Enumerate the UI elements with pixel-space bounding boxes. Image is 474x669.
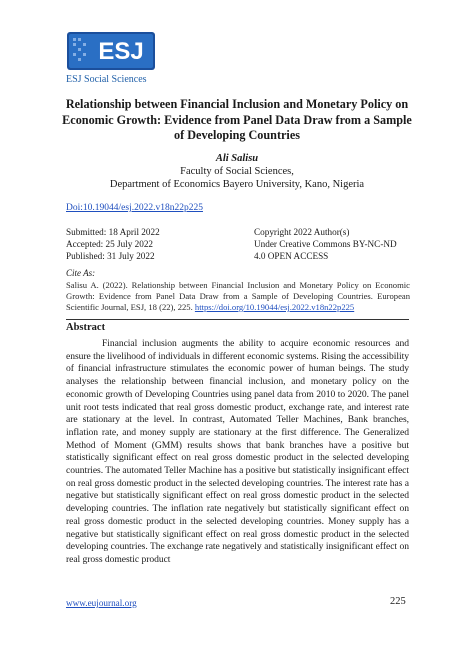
esj-logo (67, 32, 155, 70)
citation-doi-link[interactable]: https://doi.org/10.19044/esj.2022.v18n22p225 (194, 302, 355, 312)
published-date: Published: 31 July 2022 (66, 251, 155, 261)
abstract-heading: Abstract (66, 322, 106, 333)
publication-dates (66, 226, 160, 262)
cite-as-label: Cite As: (66, 268, 96, 278)
section-divider (66, 319, 409, 320)
author-affiliation-department: Department of Economics Bayero University, Kano, Nigeria (109, 179, 365, 190)
journal-name: ESJ Social Sciences (66, 74, 147, 85)
author-name: Ali Salisu (215, 153, 259, 164)
author-affiliation-faculty: Faculty of Social Sciences, (180, 166, 294, 177)
doi-link[interactable]: Doi:10.19044/esj.2022.v18n22p225 (66, 203, 203, 213)
license-line: Under Creative Commons BY-NC-ND (254, 239, 397, 249)
article-title: Relationship between Financial Inclusion and Monetary Policy on Economic Growth: Evidence from Panel Data Draw from a Sample of Developing Countries (62, 97, 412, 142)
accepted-date: Accepted: 25 July 2022 (66, 239, 154, 249)
open-access-line: 4.0 OPEN ACCESS (254, 251, 329, 261)
journal-website-link[interactable]: www.eujournal.org (66, 598, 137, 608)
svg-text:ESJ: ESJ (98, 38, 144, 65)
citation-text (66, 280, 410, 313)
page-number: 225 (390, 596, 406, 607)
submitted-date: Submitted: 18 April 2022 (66, 227, 160, 237)
copyright-line: Copyright 2022 Author(s) (254, 227, 350, 237)
citation-body: Salisu A. (2022). Relationship between Financial Inclusion and Monetary Policy on Economic Growth: Evidence from Panel Data Draw from a Sample of Developing Countries. European Scientific Journal, ESJ, 18 (22), 225. (66, 280, 410, 312)
abstract-body: Financial inclusion augments the ability to acquire economic resources and ensure the livelihood of individuals in different economic systems. Rising the accessibility of financial infrastructure stimulates the economic power of human beings. The study analyses the relationship between financial inclusion, and monetary policy on the economic growth of Developing Countries using panel data from 2010 to 2020. The panel unit root tests indicated that real gross domestic product, exchange rate, and interest rate are stationary at the level. In contrast, Automated Teller Machines, Bank branches, inflation rate, and money supply are stationary at the first difference. The Generalized Method of Moment (GMM) results shows that bank branches have a positive but statistically significant effect on real gross domestic product in the selected developing countries. The automated Teller Machine has a positive but statistically insignificant effect on real gross domestic product in the selected developing countries. The interest rate has a negative but statistically significant effect on real gross domestic product in the selected developing countries. The inflation rate negatively but statistically significant effect on real gross domestic product in the selected developing countries. Money supply has a negative but statistically significant effect on real gross domestic product in the selected developing countries. The exchange rate negatively and statistically insignificant effect on real gross domestic product (66, 338, 409, 565)
copyright-block (254, 226, 397, 262)
